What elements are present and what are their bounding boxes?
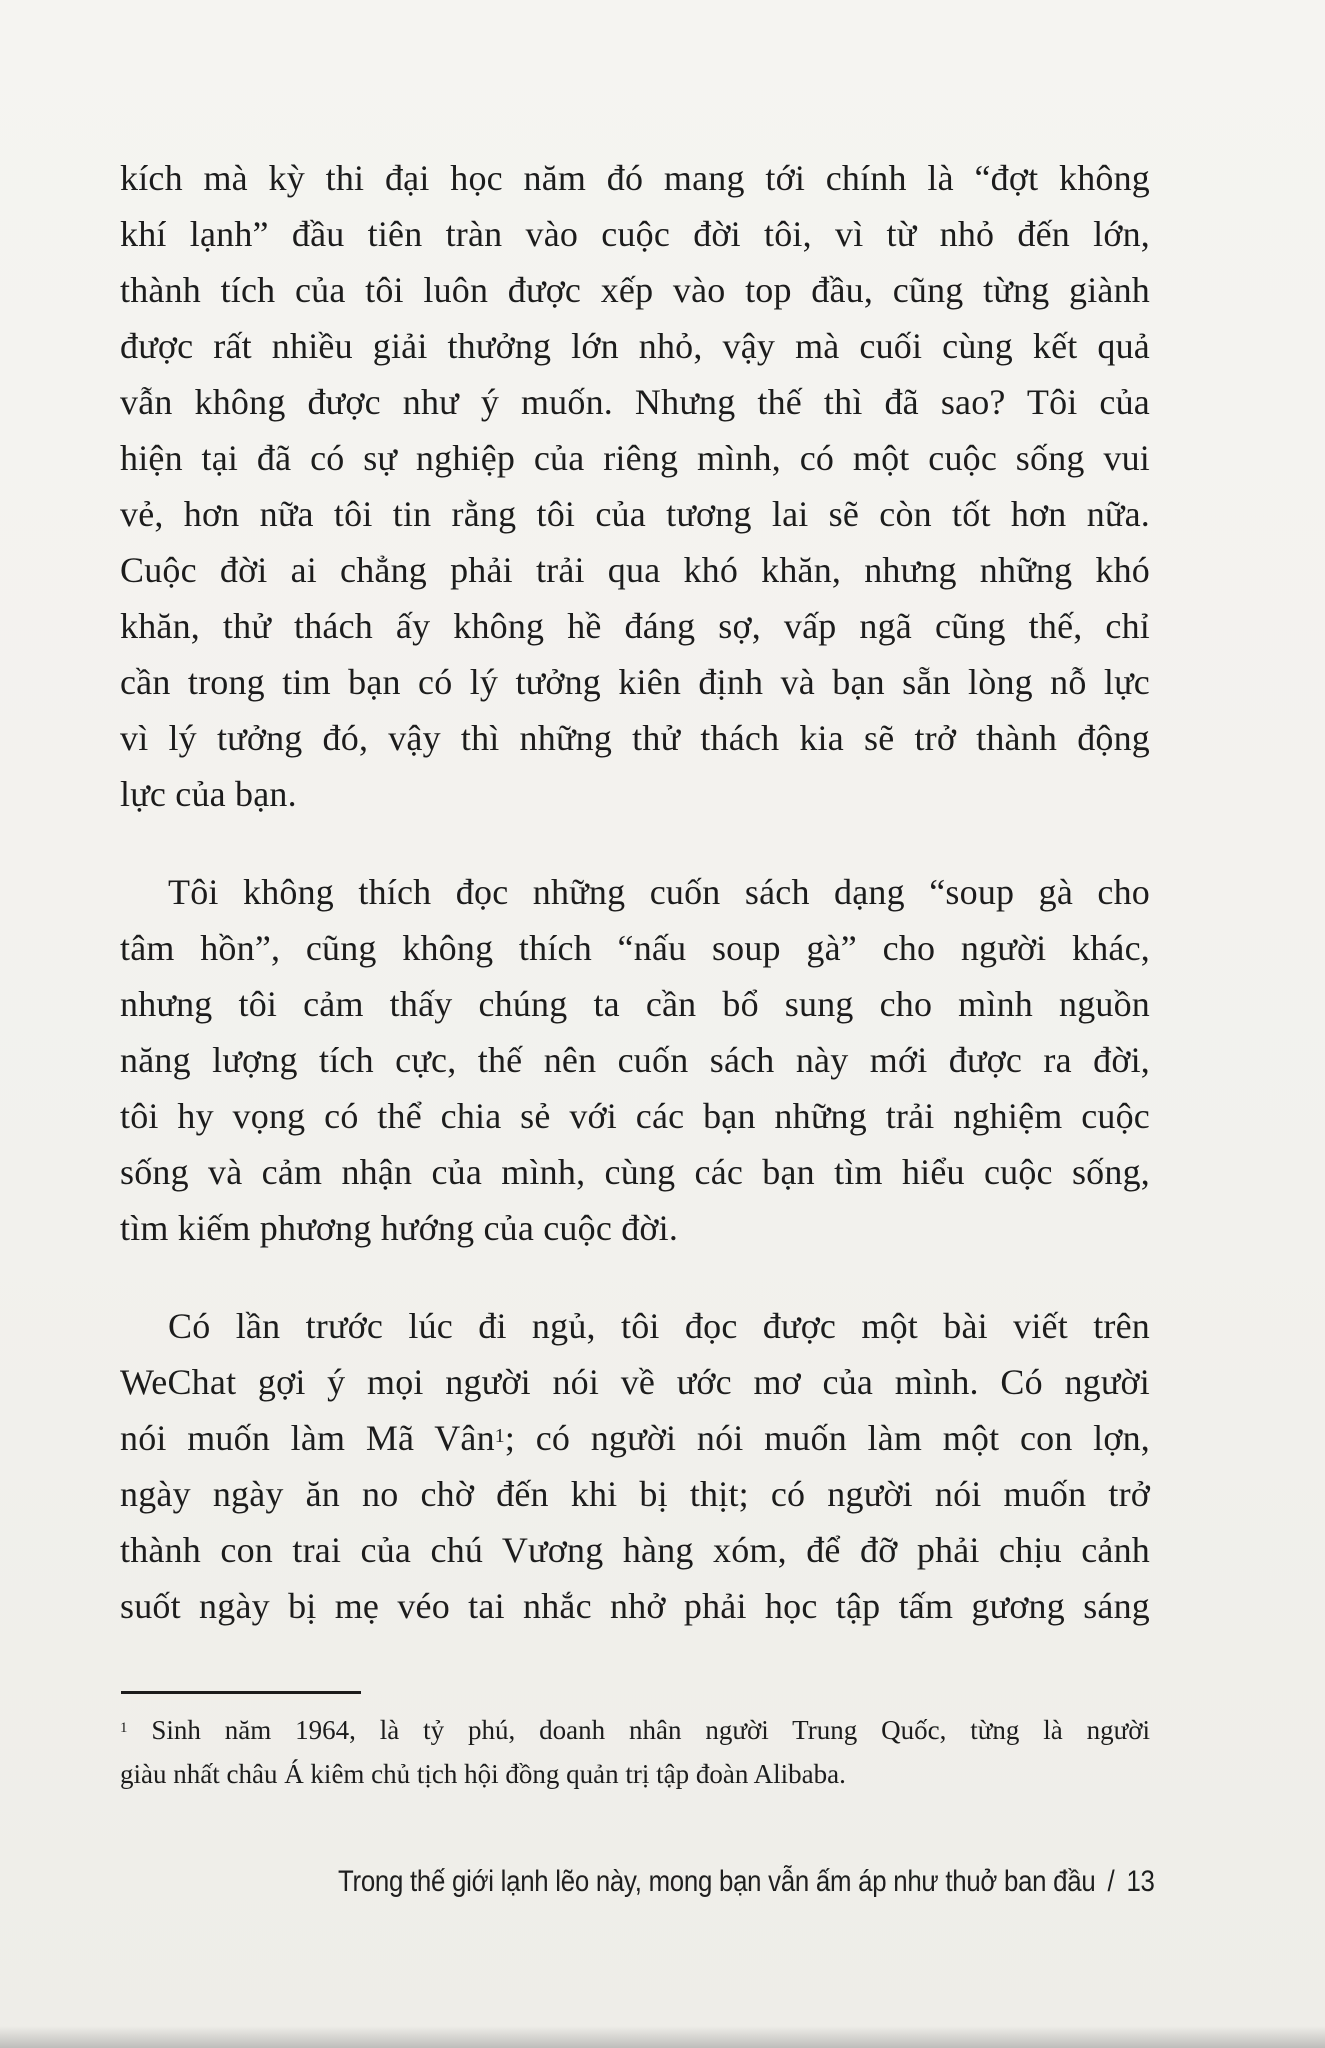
body-text bbox=[120, 150, 1150, 1634]
text-line: ngày ngày ăn no chờ đến khi bị thịt; có người nói muốn trở bbox=[120, 1474, 1150, 1514]
text-line: tâm hồn”, cũng không thích “nấu soup gà” cho người khác, bbox=[120, 928, 1150, 968]
text-line: tôi hy vọng có thể chia sẻ với các bạn những trải nghiệm cuộc bbox=[120, 1096, 1150, 1136]
page-edge-shadow bbox=[0, 2026, 1325, 2048]
footer-separator: / bbox=[1107, 1865, 1115, 1898]
text-line: vì lý tưởng đó, vậy thì những thử thách kia sẽ trở thành động bbox=[120, 718, 1150, 758]
text-line: khí lạnh” đầu tiên tràn vào cuộc đời tôi, vì từ nhỏ đến lớn, bbox=[120, 214, 1150, 254]
footnote-divider bbox=[121, 1691, 361, 1694]
text-line: thành con trai của chú Vương hàng xóm, để đỡ phải chịu cảnh bbox=[120, 1530, 1150, 1570]
text-line bbox=[120, 1410, 1150, 1466]
text-line: sống và cảm nhận của mình, cùng các bạn tìm hiểu cuộc sống, bbox=[120, 1152, 1150, 1192]
paragraph-3 bbox=[120, 1298, 1150, 1634]
text-segment: ; có người nói muốn làm một con lợn, bbox=[504, 1418, 1150, 1458]
footnote-line bbox=[120, 1752, 1150, 1796]
footnote-line bbox=[120, 1708, 1150, 1752]
footnote-marker: 1 bbox=[120, 1720, 128, 1736]
text-line: WeChat gợi ý mọi người nói về ước mơ của mình. Có người bbox=[120, 1362, 1150, 1402]
text-segment: nói muốn làm Mã Vân bbox=[120, 1418, 495, 1458]
text-line: khăn, thử thách ấy không hề đáng sợ, vấp ngã cũng thế, chỉ bbox=[120, 606, 1150, 646]
text-line: tìm kiếm phương hướng của cuộc đời. bbox=[120, 1208, 679, 1248]
footnote-text: giàu nhất châu Á kiêm chủ tịch hội đồng quản trị tập đoàn Alibaba. bbox=[120, 1759, 846, 1789]
text-line: Cuộc đời ai chẳng phải trải qua khó khăn, nhưng những khó bbox=[120, 550, 1150, 590]
footnote-text: Sinh năm 1964, là tỷ phú, doanh nhân người Trung Quốc, từng là người bbox=[151, 1715, 1151, 1745]
paragraph-2 bbox=[120, 864, 1150, 1256]
paragraph-1 bbox=[120, 150, 1150, 822]
text-line: lực của bạn. bbox=[120, 774, 297, 814]
footnote-reference: 1 bbox=[494, 1425, 505, 1447]
text-line: hiện tại đã có sự nghiệp của riêng mình, có một cuộc sống vui bbox=[120, 438, 1150, 478]
footnote bbox=[120, 1708, 1150, 1796]
text-line: cần trong tim bạn có lý tưởng kiên định và bạn sẵn lòng nỗ lực bbox=[120, 662, 1150, 702]
text-line: nhưng tôi cảm thấy chúng ta cần bổ sung cho mình nguồn bbox=[120, 984, 1150, 1024]
text-line: thành tích của tôi luôn được xếp vào top đầu, cũng từng giành bbox=[120, 270, 1150, 310]
text-line: năng lượng tích cực, thế nên cuốn sách này mới được ra đời, bbox=[120, 1040, 1150, 1080]
running-footer bbox=[338, 1865, 1155, 1899]
running-title: Trong thế giới lạnh lẽo này, mong bạn vẫn ấm áp như thuở ban đầu bbox=[338, 1865, 1096, 1898]
text-line: suốt ngày bị mẹ véo tai nhắc nhở phải học tập tấm gương sáng bbox=[120, 1586, 1150, 1626]
text-line: Có lần trước lúc đi ngủ, tôi đọc được một bài viết trên bbox=[168, 1306, 1150, 1346]
text-line: được rất nhiều giải thưởng lớn nhỏ, vậy mà cuối cùng kết quả bbox=[120, 326, 1150, 366]
text-line: vẻ, hơn nữa tôi tin rằng tôi của tương lai sẽ còn tốt hơn nữa. bbox=[120, 494, 1150, 534]
text-line: vẫn không được như ý muốn. Nhưng thế thì đã sao? Tôi của bbox=[120, 382, 1150, 422]
page-number: 13 bbox=[1126, 1865, 1155, 1898]
text-line: kích mà kỳ thi đại học năm đó mang tới chính là “đợt không bbox=[120, 158, 1150, 198]
text-line: Tôi không thích đọc những cuốn sách dạng “soup gà cho bbox=[168, 872, 1150, 912]
